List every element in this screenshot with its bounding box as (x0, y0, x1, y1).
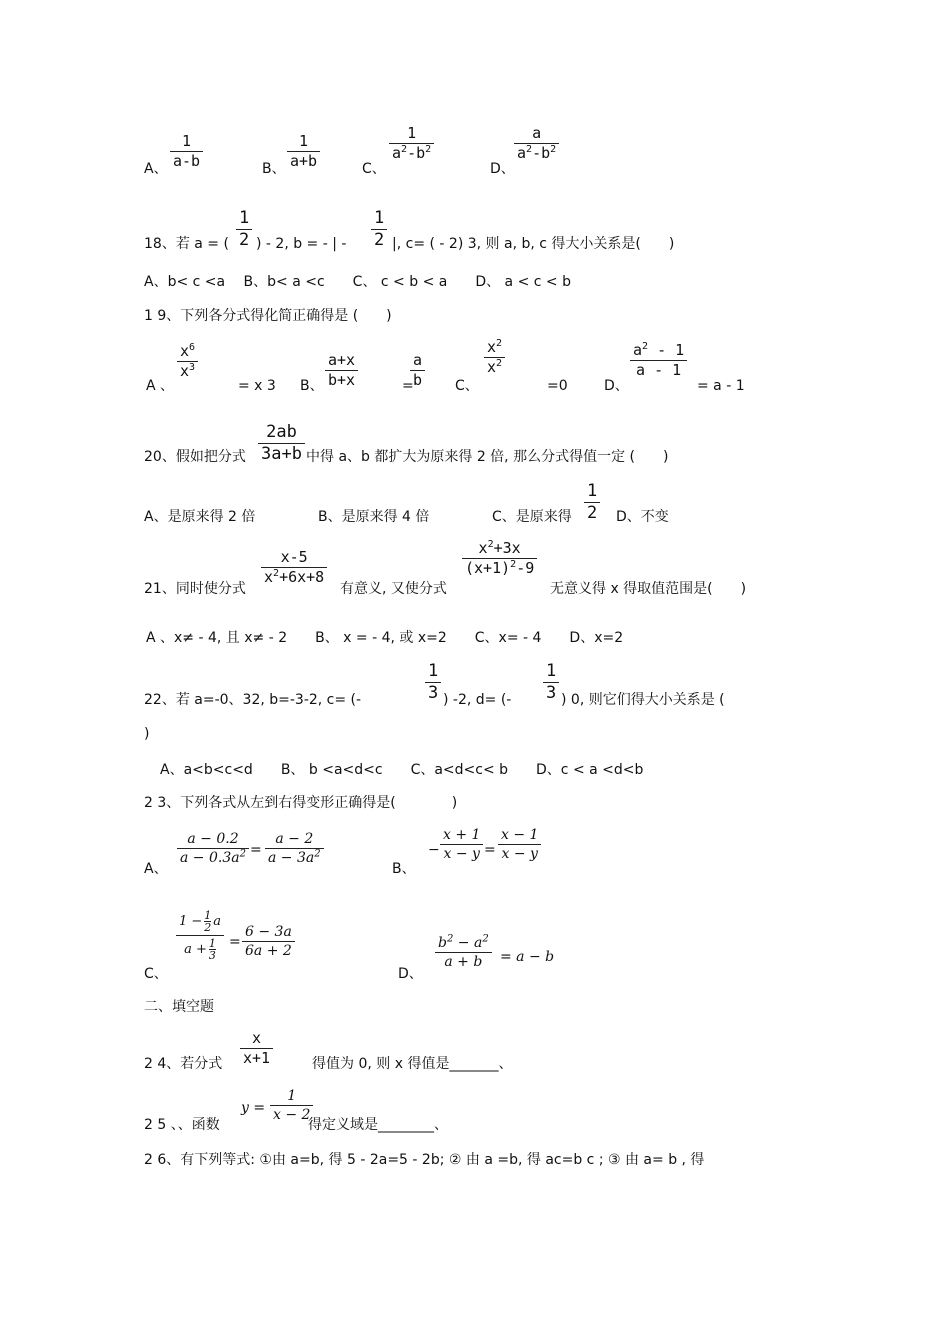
q23-option-c-label: C、 (144, 966, 168, 982)
q19-option-a-fraction: $x^6$ $x^3$ (177, 344, 198, 379)
q19-option-c-label: C、 (455, 378, 479, 394)
q22-prefix: 22、若 a=-0、32, b=-3-2, c= (- (144, 692, 362, 708)
q23-option-c-complex-fraction: 1 − 1 2 a a + 1 3 (176, 910, 224, 961)
q26-text: 2 6、有下列等式: ①由 a=b, 得 5 - 2a=5 - 2b; ② 由 a =b, 得 ac=b c ; ③ 由 a= b , 得 (144, 1152, 705, 1168)
q18-fraction-2: 1 2 (371, 210, 387, 249)
q20-option-c: C、是原来得 (492, 509, 572, 525)
q21-mid: 有意义, 又使分式 (340, 581, 447, 597)
q23-title: 2 3、下列各式从左到右得变形正确得是( ) (144, 795, 458, 811)
q18-prefix: 18、若 a = ( (144, 236, 229, 252)
q22-suffix: ) 0, 则它们得大小关系是 ( (561, 692, 725, 708)
q19-option-a-result: = x 3 (238, 378, 276, 394)
q22-fraction-2: 1 3 (543, 663, 559, 702)
q20-option-a: A、是原来得 2 倍 (144, 509, 256, 525)
q23-option-d-result: = a − b (500, 949, 555, 965)
q17-option-b-fraction: 1 a+b (287, 134, 320, 169)
q18-fraction-1: 1 2 (236, 210, 252, 249)
q24-prefix: 2 4、若分式 (144, 1056, 223, 1072)
q21-prefix: 21、同时使分式 (144, 581, 246, 597)
q19-option-c-result: =0 (547, 378, 568, 394)
q21-fraction-2: $x^2+3x$ $(x+1)^2-9$ (462, 541, 537, 576)
q19-option-b-fraction: a+x b+x (325, 353, 358, 388)
q23-option-b-right-fraction: x − 1 x − y (498, 828, 541, 861)
q20-prefix: 20、假如把分式 (144, 449, 246, 465)
q19-option-b-result-fraction: a b (410, 353, 425, 388)
q17-option-a-label: A、 (144, 161, 168, 177)
q23-option-a-right-fraction: a − 2 $a - 3a^2$ (265, 832, 324, 865)
q20-option-d: D、不变 (616, 509, 669, 525)
q22-fraction-1: 1 3 (425, 663, 441, 702)
q23-option-b-label: B、 (392, 861, 416, 877)
section-2-title: 二、填空题 (144, 999, 214, 1015)
q23-option-b-equals: = (484, 842, 496, 858)
q19-title: 1 9、下列各分式得化简正确得是 ( ) (144, 308, 392, 324)
q20-option-c-fraction: 1 2 (584, 483, 600, 522)
q19-option-a-label: A 、 (146, 378, 175, 394)
q17-option-b-label: B、 (262, 161, 286, 177)
q25-suffix: 得定义域是________、 (308, 1117, 448, 1133)
q19-option-b-label: B、 (300, 378, 324, 394)
q25-y-equals: y = (241, 1100, 266, 1116)
q21-suffix: 无意义得 x 得取值范围是( ) (550, 581, 747, 597)
q23-option-b-left-fraction: x + 1 x − y (440, 828, 483, 861)
q19-option-d-fraction: $a^2 - 1$ a - 1 (630, 343, 687, 378)
q25-fraction: 1 x − 2 (270, 1089, 313, 1122)
q24-suffix: 得值为 0, 则 x 得值是_______、 (312, 1056, 513, 1072)
q23-option-b-sign: − (428, 842, 440, 858)
q22-continuation: ) (144, 726, 150, 742)
q22-mid: ) -2, d= (- (443, 692, 512, 708)
q17-option-c-label: C、 (362, 161, 386, 177)
q19-option-d-result: = a - 1 (697, 378, 745, 394)
q19-option-b-equals: = (402, 378, 414, 394)
q23-option-d-label: D、 (398, 966, 423, 982)
q18-suffix: |, c= ( - 2) 3, 则 a, b, c 得大小关系是( ) (392, 236, 675, 252)
q20-fraction: 2ab 3a+b (258, 424, 305, 463)
q25-prefix: 2 5 、、函数 (144, 1117, 220, 1133)
q23-option-c-equals: = (229, 934, 241, 950)
q17-option-a-fraction: 1 a-b (170, 134, 203, 169)
q17-option-d-fraction: a $a^2-b^2$ (514, 126, 559, 161)
q24-fraction: x x+1 (240, 1031, 273, 1066)
q21-fraction-1: x-5 $x^2+6x+8$ (261, 550, 327, 585)
q20-option-b: B、是原来得 4 倍 (318, 509, 430, 525)
q19-option-c-fraction: $x^2$ $x^2$ (484, 340, 505, 375)
q22-options: A、a<b<c<d B、 b <a<d<c C、a<d<c< b D、c < a <d<b (160, 762, 644, 778)
q18-mid: ) - 2, b = - | - (256, 236, 347, 252)
q18-options: A、b< c <a B、b< a <c C、 c < b < a D、 a < c < b (144, 274, 571, 290)
q23-option-a-equals: = (250, 842, 262, 858)
q21-options: A 、x≠ - 4, 且 x≠ - 2 B、 x = - 4, 或 x=2 C、x= - 4 D、x=2 (146, 630, 624, 646)
q20-suffix: 中得 a、b 都扩大为原来得 2 倍, 那么分式得值一定 ( ) (306, 449, 669, 465)
q23-option-a-left-fraction: a − 0.2 $a - 0.3a^2$ (177, 832, 249, 865)
q23-option-c-right-fraction: 6 − 3a 6a + 2 (242, 925, 295, 958)
q23-option-d-fraction: $b^2 - a^2$ a + b (435, 936, 492, 969)
q19-option-d-label: D、 (604, 378, 629, 394)
q17-option-d-label: D、 (490, 161, 515, 177)
q17-option-c-fraction: 1 $a^2-b^2$ (389, 126, 434, 161)
q23-option-a-label: A、 (144, 861, 168, 877)
